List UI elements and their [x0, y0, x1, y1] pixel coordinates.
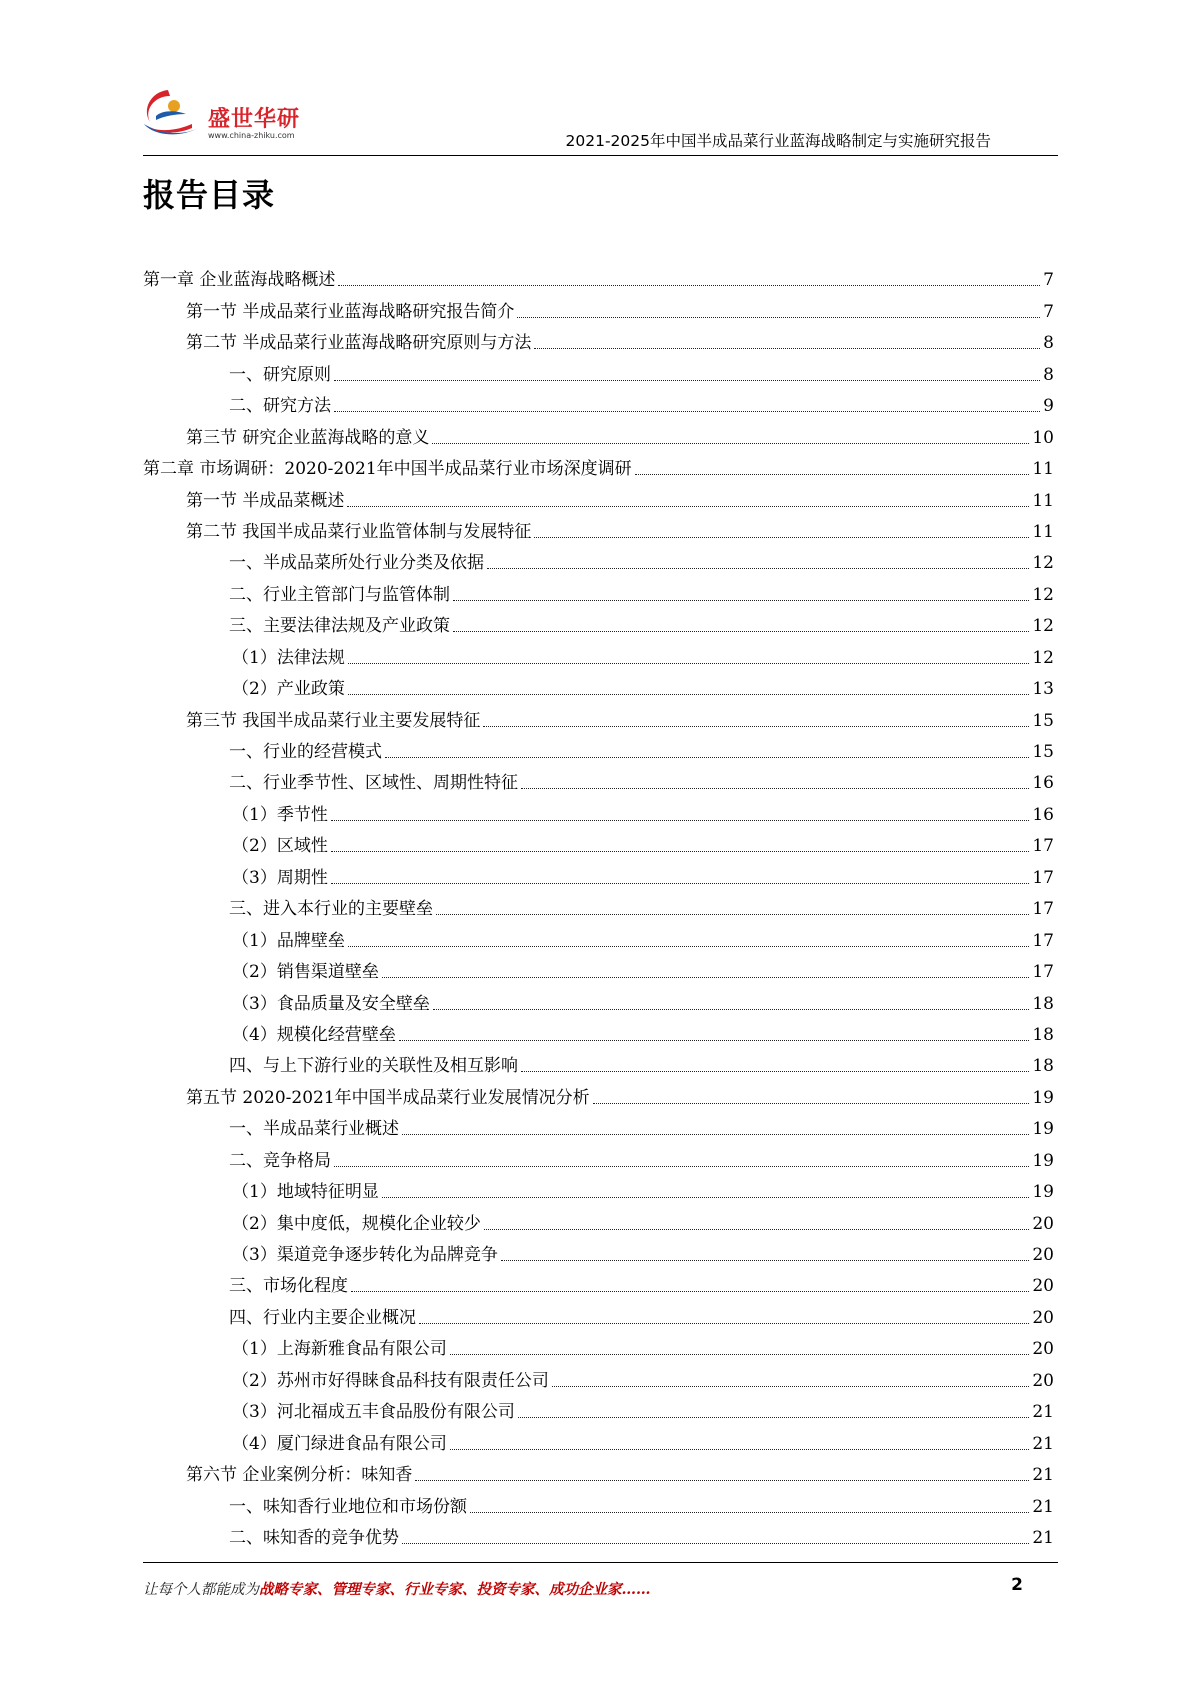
toc-entry-page: 20 — [1032, 1370, 1054, 1391]
toc-entry-page: 21 — [1032, 1527, 1054, 1548]
toc-entry[interactable] — [143, 702, 1054, 733]
toc-entry-label: 二、行业主管部门与监管体制 — [229, 584, 450, 605]
toc-entry[interactable] — [143, 1520, 1054, 1551]
footer-slogan-highlight: 战略专家、管理专家、行业专家、投资专家、成功企业家…… — [259, 1581, 651, 1598]
toc-entry-page: 12 — [1032, 647, 1054, 668]
toc-entry-label: （3）渠道竞争逐步转化为品牌竞争 — [232, 1245, 498, 1265]
toc-entry-page: 17 — [1032, 867, 1054, 888]
toc-entry-label: （2）销售渠道壁垒 — [232, 962, 379, 983]
toc-entry-label: （1）季节性 — [232, 804, 328, 825]
toc-entry[interactable] — [143, 734, 1054, 765]
toc-dot-leader — [453, 600, 1029, 601]
toc-entry[interactable] — [143, 451, 1054, 482]
toc-dot-leader — [521, 788, 1029, 789]
toc-entry-label: （1）法律法规 — [232, 647, 345, 668]
toc-entry[interactable] — [143, 576, 1054, 607]
toc-entry[interactable] — [143, 859, 1054, 890]
toc-entry-page: 17 — [1032, 836, 1054, 857]
toc-entry[interactable] — [143, 1205, 1054, 1236]
toc-entry-label: 第一章 企业蓝海战略概述 — [143, 270, 336, 291]
toc-entry-page: 19 — [1032, 1182, 1054, 1203]
toc-dot-leader — [348, 694, 1030, 695]
toc-entry-page: 19 — [1032, 1119, 1054, 1140]
logo-url: www.china-zhiku.com — [208, 131, 295, 140]
footer-slogan — [143, 1578, 651, 1599]
toc-entry[interactable] — [143, 356, 1054, 387]
toc-dot-leader — [385, 757, 1029, 758]
toc-entry[interactable] — [143, 1425, 1054, 1456]
toc-entry-page: 17 — [1032, 899, 1054, 920]
toc-entry-label: 二、研究方法 — [229, 396, 331, 417]
toc-entry[interactable] — [143, 1362, 1054, 1393]
toc-entry[interactable] — [143, 828, 1054, 859]
toc-entry-label: 二、味知香的竞争优势 — [229, 1527, 399, 1548]
toc-dot-leader — [593, 1103, 1030, 1104]
toc-entry-page: 16 — [1032, 773, 1054, 794]
toc-entry-label: 一、行业的经营模式 — [229, 742, 382, 762]
toc-entry[interactable] — [143, 1017, 1054, 1048]
toc-entry-label: 一、味知香行业地位和市场份额 — [229, 1496, 467, 1517]
toc-entry-page: 19 — [1032, 1150, 1054, 1171]
toc-dot-leader — [334, 1166, 1029, 1167]
toc-entry-label: 一、半成品菜行业概述 — [229, 1119, 399, 1140]
toc-entry-label: （3）河北福成五丰食品股份有限公司 — [232, 1402, 515, 1423]
page-heading: 报告目录 — [143, 176, 276, 214]
footer-divider — [143, 1562, 1058, 1563]
toc-entry-page: 15 — [1032, 710, 1054, 731]
toc-entry-label: （4）厦门绿进食品有限公司 — [232, 1433, 447, 1454]
toc-entry-page: 7 — [1043, 270, 1054, 291]
toc-entry-page: 19 — [1032, 1087, 1054, 1108]
page-number: 2 — [1011, 1575, 1023, 1595]
toc-dot-leader — [501, 1260, 1030, 1261]
toc-entry-label: （1）品牌壁垒 — [232, 930, 345, 951]
toc-entry-page: 17 — [1032, 930, 1054, 951]
toc-entry-page: 21 — [1032, 1465, 1054, 1486]
header-divider — [143, 155, 1058, 156]
toc-entry-label: 二、竞争格局 — [229, 1150, 331, 1171]
toc-entry[interactable] — [143, 922, 1054, 953]
toc-entry-label: 一、研究原则 — [229, 364, 331, 385]
toc-entry-label: 三、主要法律法规及产业政策 — [229, 616, 450, 637]
toc-entry[interactable] — [143, 891, 1054, 922]
toc-dot-leader — [399, 1040, 1030, 1041]
toc-dot-leader — [331, 883, 1030, 884]
toc-entry[interactable] — [143, 514, 1054, 545]
toc-dot-leader — [635, 474, 1030, 475]
toc-entry-label: 二、行业季节性、区域性、周期性特征 — [229, 773, 518, 794]
toc-entry[interactable] — [143, 419, 1054, 450]
toc-entry-label: （2）区域性 — [232, 836, 328, 857]
toc-entry[interactable] — [143, 482, 1054, 513]
toc-entry-label: 第一节 半成品菜行业蓝海战略研究报告简介 — [186, 301, 515, 322]
toc-entry-label: （2）苏州市好得睐食品科技有限责任公司 — [232, 1370, 549, 1391]
toc-entry[interactable] — [143, 765, 1054, 796]
toc-entry-page: 20 — [1032, 1276, 1054, 1297]
toc-entry[interactable] — [143, 1079, 1054, 1110]
toc-entry-page: 15 — [1032, 742, 1054, 762]
toc-entry-label: 第二章 市场调研：2020-2021年中国半成品菜行业市场深度调研 — [143, 459, 632, 480]
toc-entry-label: 四、行业内主要企业概况 — [229, 1307, 416, 1328]
toc-entry[interactable] — [143, 1174, 1054, 1205]
toc-entry-page: 8 — [1043, 333, 1054, 354]
toc-entry-page: 11 — [1032, 459, 1054, 480]
toc-entry[interactable] — [143, 671, 1054, 702]
toc-dot-leader — [484, 1229, 1030, 1230]
toc-entry[interactable] — [143, 954, 1054, 985]
toc-dot-leader — [382, 1197, 1030, 1198]
toc-entry-page: 13 — [1032, 679, 1054, 700]
toc-dot-leader — [470, 1512, 1029, 1513]
toc-entry[interactable] — [143, 388, 1054, 419]
toc-dot-leader — [347, 506, 1029, 507]
toc-entry-label: （1）上海新雅食品有限公司 — [232, 1339, 447, 1360]
toc-entry[interactable] — [143, 796, 1054, 827]
toc-entry-label: 第五节 2020-2021年中国半成品菜行业发展情况分析 — [186, 1087, 590, 1108]
toc-entry-page: 18 — [1032, 993, 1054, 1014]
toc-entry[interactable] — [143, 1331, 1054, 1362]
toc-dot-leader — [402, 1543, 1029, 1544]
logo-text: 盛世华研 — [208, 107, 301, 132]
toc-dot-leader — [415, 1480, 1029, 1481]
toc-dot-leader — [402, 1134, 1029, 1135]
toc-entry[interactable] — [143, 1394, 1054, 1425]
toc-dot-leader — [534, 348, 1040, 349]
toc-dot-leader — [436, 914, 1029, 915]
toc-entry-label: 四、与上下游行业的关联性及相互影响 — [229, 1056, 518, 1077]
toc-entry-label: （3）周期性 — [232, 867, 328, 888]
toc-dot-leader — [453, 631, 1029, 632]
toc-entry-label: 第一节 半成品菜概述 — [186, 490, 345, 511]
toc-entry[interactable] — [143, 1142, 1054, 1173]
toc-dot-leader — [334, 380, 1040, 381]
toc-entry-label: 第三节 我国半成品菜行业主要发展特征 — [186, 710, 481, 731]
toc-dot-leader — [419, 1323, 1029, 1324]
toc-entry-label: （4）规模化经营壁垒 — [232, 1024, 396, 1045]
toc-entry[interactable] — [143, 608, 1054, 639]
toc-dot-leader — [338, 285, 1040, 286]
toc-entry[interactable] — [143, 1048, 1054, 1079]
toc-dot-leader — [518, 1417, 1030, 1418]
toc-entry-page: 17 — [1032, 962, 1054, 983]
toc-entry-page: 11 — [1032, 490, 1054, 511]
toc-entry-page: 20 — [1032, 1213, 1054, 1234]
toc-dot-leader — [534, 537, 1029, 538]
toc-entry-page: 7 — [1043, 301, 1054, 322]
toc-entry-label: （3）食品质量及安全壁垒 — [232, 993, 430, 1014]
toc-dot-leader — [487, 568, 1029, 569]
toc-entry-page: 8 — [1043, 364, 1054, 385]
toc-entry-page: 20 — [1032, 1339, 1054, 1360]
toc-entry-page: 18 — [1032, 1056, 1054, 1077]
toc-entry[interactable] — [143, 1268, 1054, 1299]
toc-dot-leader — [348, 946, 1030, 947]
toc-dot-leader — [334, 411, 1040, 412]
toc-dot-leader — [521, 1071, 1029, 1072]
toc-entry-page: 21 — [1032, 1433, 1054, 1454]
toc-entry-page: 12 — [1032, 584, 1054, 605]
toc-entry-page: 20 — [1032, 1307, 1054, 1328]
toc-dot-leader — [483, 726, 1029, 727]
toc-entry-label: 一、半成品菜所处行业分类及依据 — [229, 553, 484, 574]
toc-dot-leader — [348, 663, 1030, 664]
toc-entry-page: 10 — [1032, 427, 1054, 448]
toc-entry-page: 12 — [1032, 553, 1054, 574]
toc-entry-label: （2）产业政策 — [232, 679, 345, 700]
toc-entry-label: 第六节 企业案例分析：味知香 — [186, 1465, 413, 1486]
toc-dot-leader — [331, 820, 1030, 821]
toc-dot-leader — [433, 1009, 1030, 1010]
toc-entry[interactable] — [143, 985, 1054, 1016]
toc-entry[interactable] — [143, 545, 1054, 576]
toc-entry-label: 第二节 我国半成品菜行业监管体制与发展特征 — [186, 521, 532, 542]
toc-dot-leader — [351, 1291, 1029, 1292]
toc-entry[interactable] — [143, 293, 1054, 324]
footer-slogan-prefix: 让每个人都能成为 — [143, 1582, 259, 1598]
toc-dot-leader — [432, 443, 1029, 444]
toc-entry[interactable] — [143, 262, 1054, 293]
toc-dot-leader — [517, 317, 1040, 318]
toc-dot-leader — [552, 1386, 1030, 1387]
toc-entry[interactable] — [143, 639, 1054, 670]
toc-entry-label: 三、市场化程度 — [229, 1276, 348, 1297]
toc-entry[interactable] — [143, 1299, 1054, 1330]
toc-dot-leader — [450, 1354, 1030, 1355]
toc-dot-leader — [450, 1449, 1030, 1450]
toc-entry-page: 12 — [1032, 616, 1054, 637]
toc-entry-page: 21 — [1032, 1496, 1054, 1517]
toc-entry-label: （2）集中度低，规模化企业较少 — [232, 1213, 481, 1234]
toc-entry[interactable] — [143, 1111, 1054, 1142]
toc-entry[interactable] — [143, 1457, 1054, 1488]
report-title: 2021-2025年中国半成品菜行业蓝海战略制定与实施研究报告 — [565, 132, 991, 150]
toc-entry[interactable] — [143, 1237, 1054, 1268]
toc-entry-page: 20 — [1032, 1245, 1054, 1265]
table-of-contents — [143, 262, 1054, 1551]
toc-entry-label: 第二节 半成品菜行业蓝海战略研究原则与方法 — [186, 333, 532, 354]
toc-entry[interactable] — [143, 325, 1054, 356]
toc-entry-label: （1）地域特征明显 — [232, 1182, 379, 1203]
toc-entry-page: 18 — [1032, 1024, 1054, 1045]
toc-entry-page: 9 — [1043, 396, 1054, 417]
toc-entry-page: 16 — [1032, 804, 1054, 825]
toc-entry-label: 三、进入本行业的主要壁垒 — [229, 899, 433, 920]
toc-dot-leader — [331, 851, 1030, 852]
toc-dot-leader — [382, 977, 1030, 978]
toc-entry[interactable] — [143, 1488, 1054, 1519]
toc-entry-page: 21 — [1032, 1402, 1054, 1423]
toc-entry-page: 11 — [1032, 521, 1054, 542]
toc-entry-label: 第三节 研究企业蓝海战略的意义 — [186, 427, 430, 448]
